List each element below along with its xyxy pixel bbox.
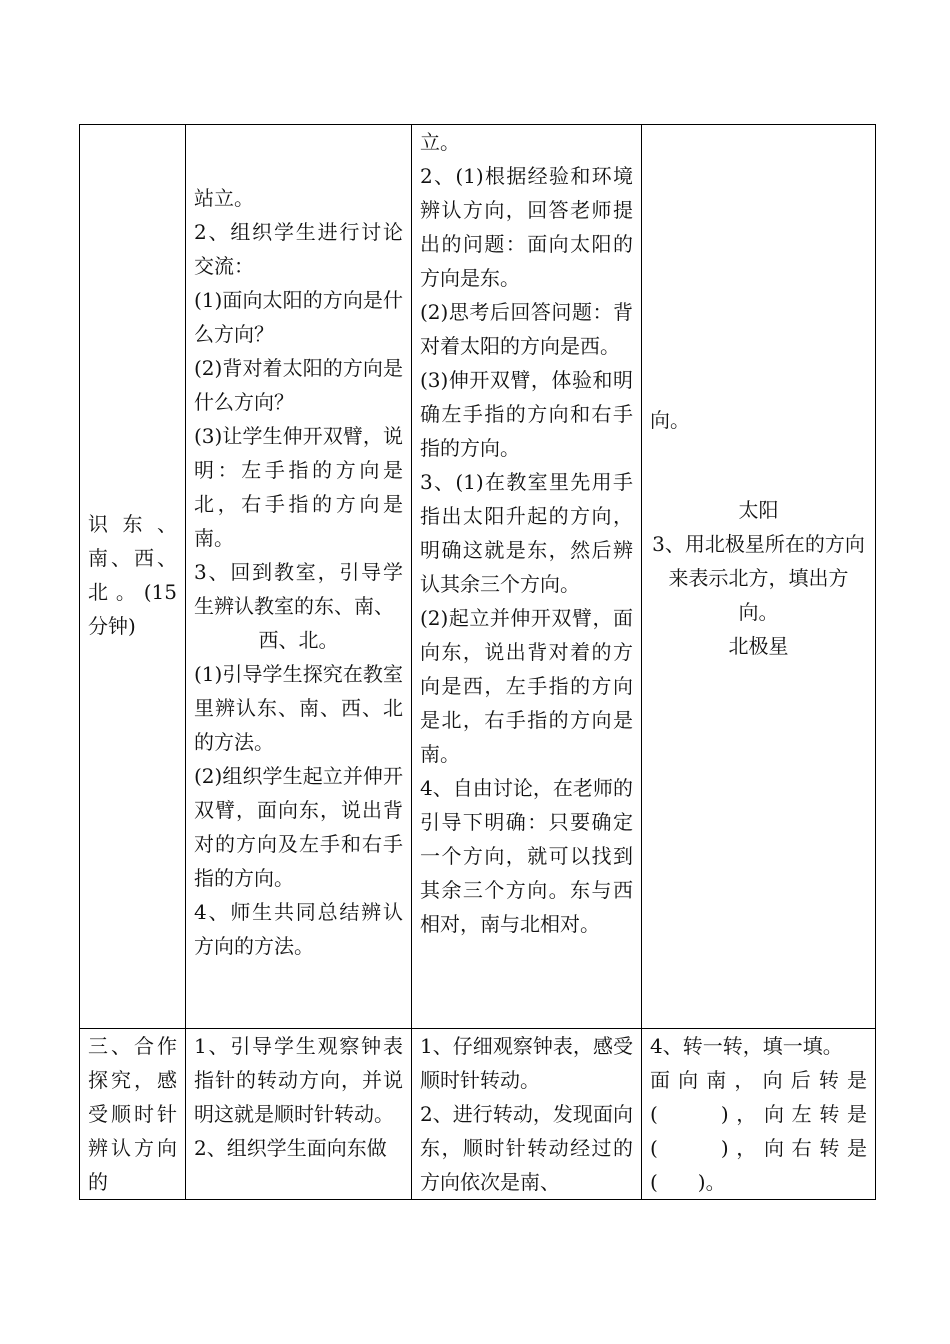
exercise-cell bbox=[642, 1029, 876, 1200]
exercise-text: 3、用北极星所在的方向来表示北方，填出方向。 bbox=[652, 532, 865, 624]
teacher-paragraph: 1、引导学生观察钟表指针的转动方向，并说明这就是顺时针转动。 bbox=[194, 1034, 403, 1126]
stage-cell bbox=[80, 125, 186, 1029]
student-paragraph: 立。 bbox=[420, 130, 460, 154]
teacher-paragraph: 4、师生共同总结辨认方向的方法。 bbox=[194, 900, 403, 958]
exercise-text: 向。 bbox=[650, 408, 690, 432]
student-paragraph: 2、进行转动，发现面向东，顺时针转动经过的方向依次是南、 bbox=[420, 1102, 633, 1194]
exercise-cell bbox=[642, 125, 876, 1029]
north-star-label: 北极星 bbox=[728, 634, 789, 658]
student-paragraph: 4、自由讨论，在老师的引导下明确：只要确定一个方向，就可以找到其余三个方向。东与西相对，南与北相对。 bbox=[420, 776, 633, 936]
lesson-plan-table bbox=[79, 124, 876, 1200]
teacher-paragraph: (3)让学生伸开双臂，说明：左手指的方向是北，右手指的方向是南。 bbox=[194, 424, 403, 550]
teacher-activity-cell bbox=[186, 125, 412, 1029]
teacher-paragraph: (1)引导学生探究在教室里辨认东、南、西、北的方法。 bbox=[194, 662, 403, 754]
stage-cell bbox=[80, 1029, 186, 1200]
sun-label: 太阳 bbox=[738, 498, 779, 522]
teacher-paragraph: 站立。 bbox=[194, 186, 254, 210]
student-paragraph: (3)伸开双臂，体验和明确左手指的方向和右手指的方向。 bbox=[420, 368, 633, 460]
exercise-text: 4、转一转，填一填。 bbox=[650, 1034, 843, 1058]
student-paragraph: (2)思考后回答问题：背对着太阳的方向是西。 bbox=[420, 300, 633, 358]
student-paragraph: (2)起立并伸开双臂，面向东，说出背对着的方向是西，左手指的方向是北，右手指的方向是南。 bbox=[420, 606, 633, 766]
teacher-paragraph: 2、组织学生进行讨论交流： bbox=[194, 220, 403, 278]
teacher-paragraph: 3、回到教室，引导学生辨认教室的东、南、 bbox=[194, 560, 403, 618]
student-paragraph: 1、仔细观察钟表，感受顺时针转动。 bbox=[420, 1034, 633, 1092]
stage-text: 三、合作探究，感受顺时针辨认方向的 bbox=[88, 1034, 177, 1194]
teacher-paragraph: (1)面向太阳的方向是什么方向？ bbox=[194, 288, 403, 346]
teacher-paragraph: (2)组织学生起立并伸开双臂，面向东，说出背对的方向及左手和右手指的方向。 bbox=[194, 764, 403, 890]
teacher-paragraph: (2)背对着太阳的方向是什么方向？ bbox=[194, 356, 403, 414]
table-row bbox=[80, 125, 876, 1029]
teacher-paragraph: 西、北。 bbox=[258, 628, 339, 652]
student-activity-cell bbox=[412, 1029, 642, 1200]
teacher-activity-cell bbox=[186, 1029, 412, 1200]
exercise-text: 面向南，向后转是( )，向左转是( )，向右转是( )。 bbox=[650, 1068, 867, 1194]
stage-text: 识东、南、西、北。(15分钟) bbox=[88, 512, 177, 638]
student-paragraph: 2、(1)根据经验和环境辨认方向，回答老师提出的问题：面向太阳的方向是东。 bbox=[420, 164, 633, 290]
teacher-paragraph: 2、组织学生面向东做 bbox=[194, 1136, 387, 1160]
student-paragraph: 3、(1)在教室里先用手指出太阳升起的方向，明确这就是东，然后辨认其余三个方向。 bbox=[420, 470, 633, 596]
table-row bbox=[80, 1029, 876, 1200]
student-activity-cell bbox=[412, 125, 642, 1029]
